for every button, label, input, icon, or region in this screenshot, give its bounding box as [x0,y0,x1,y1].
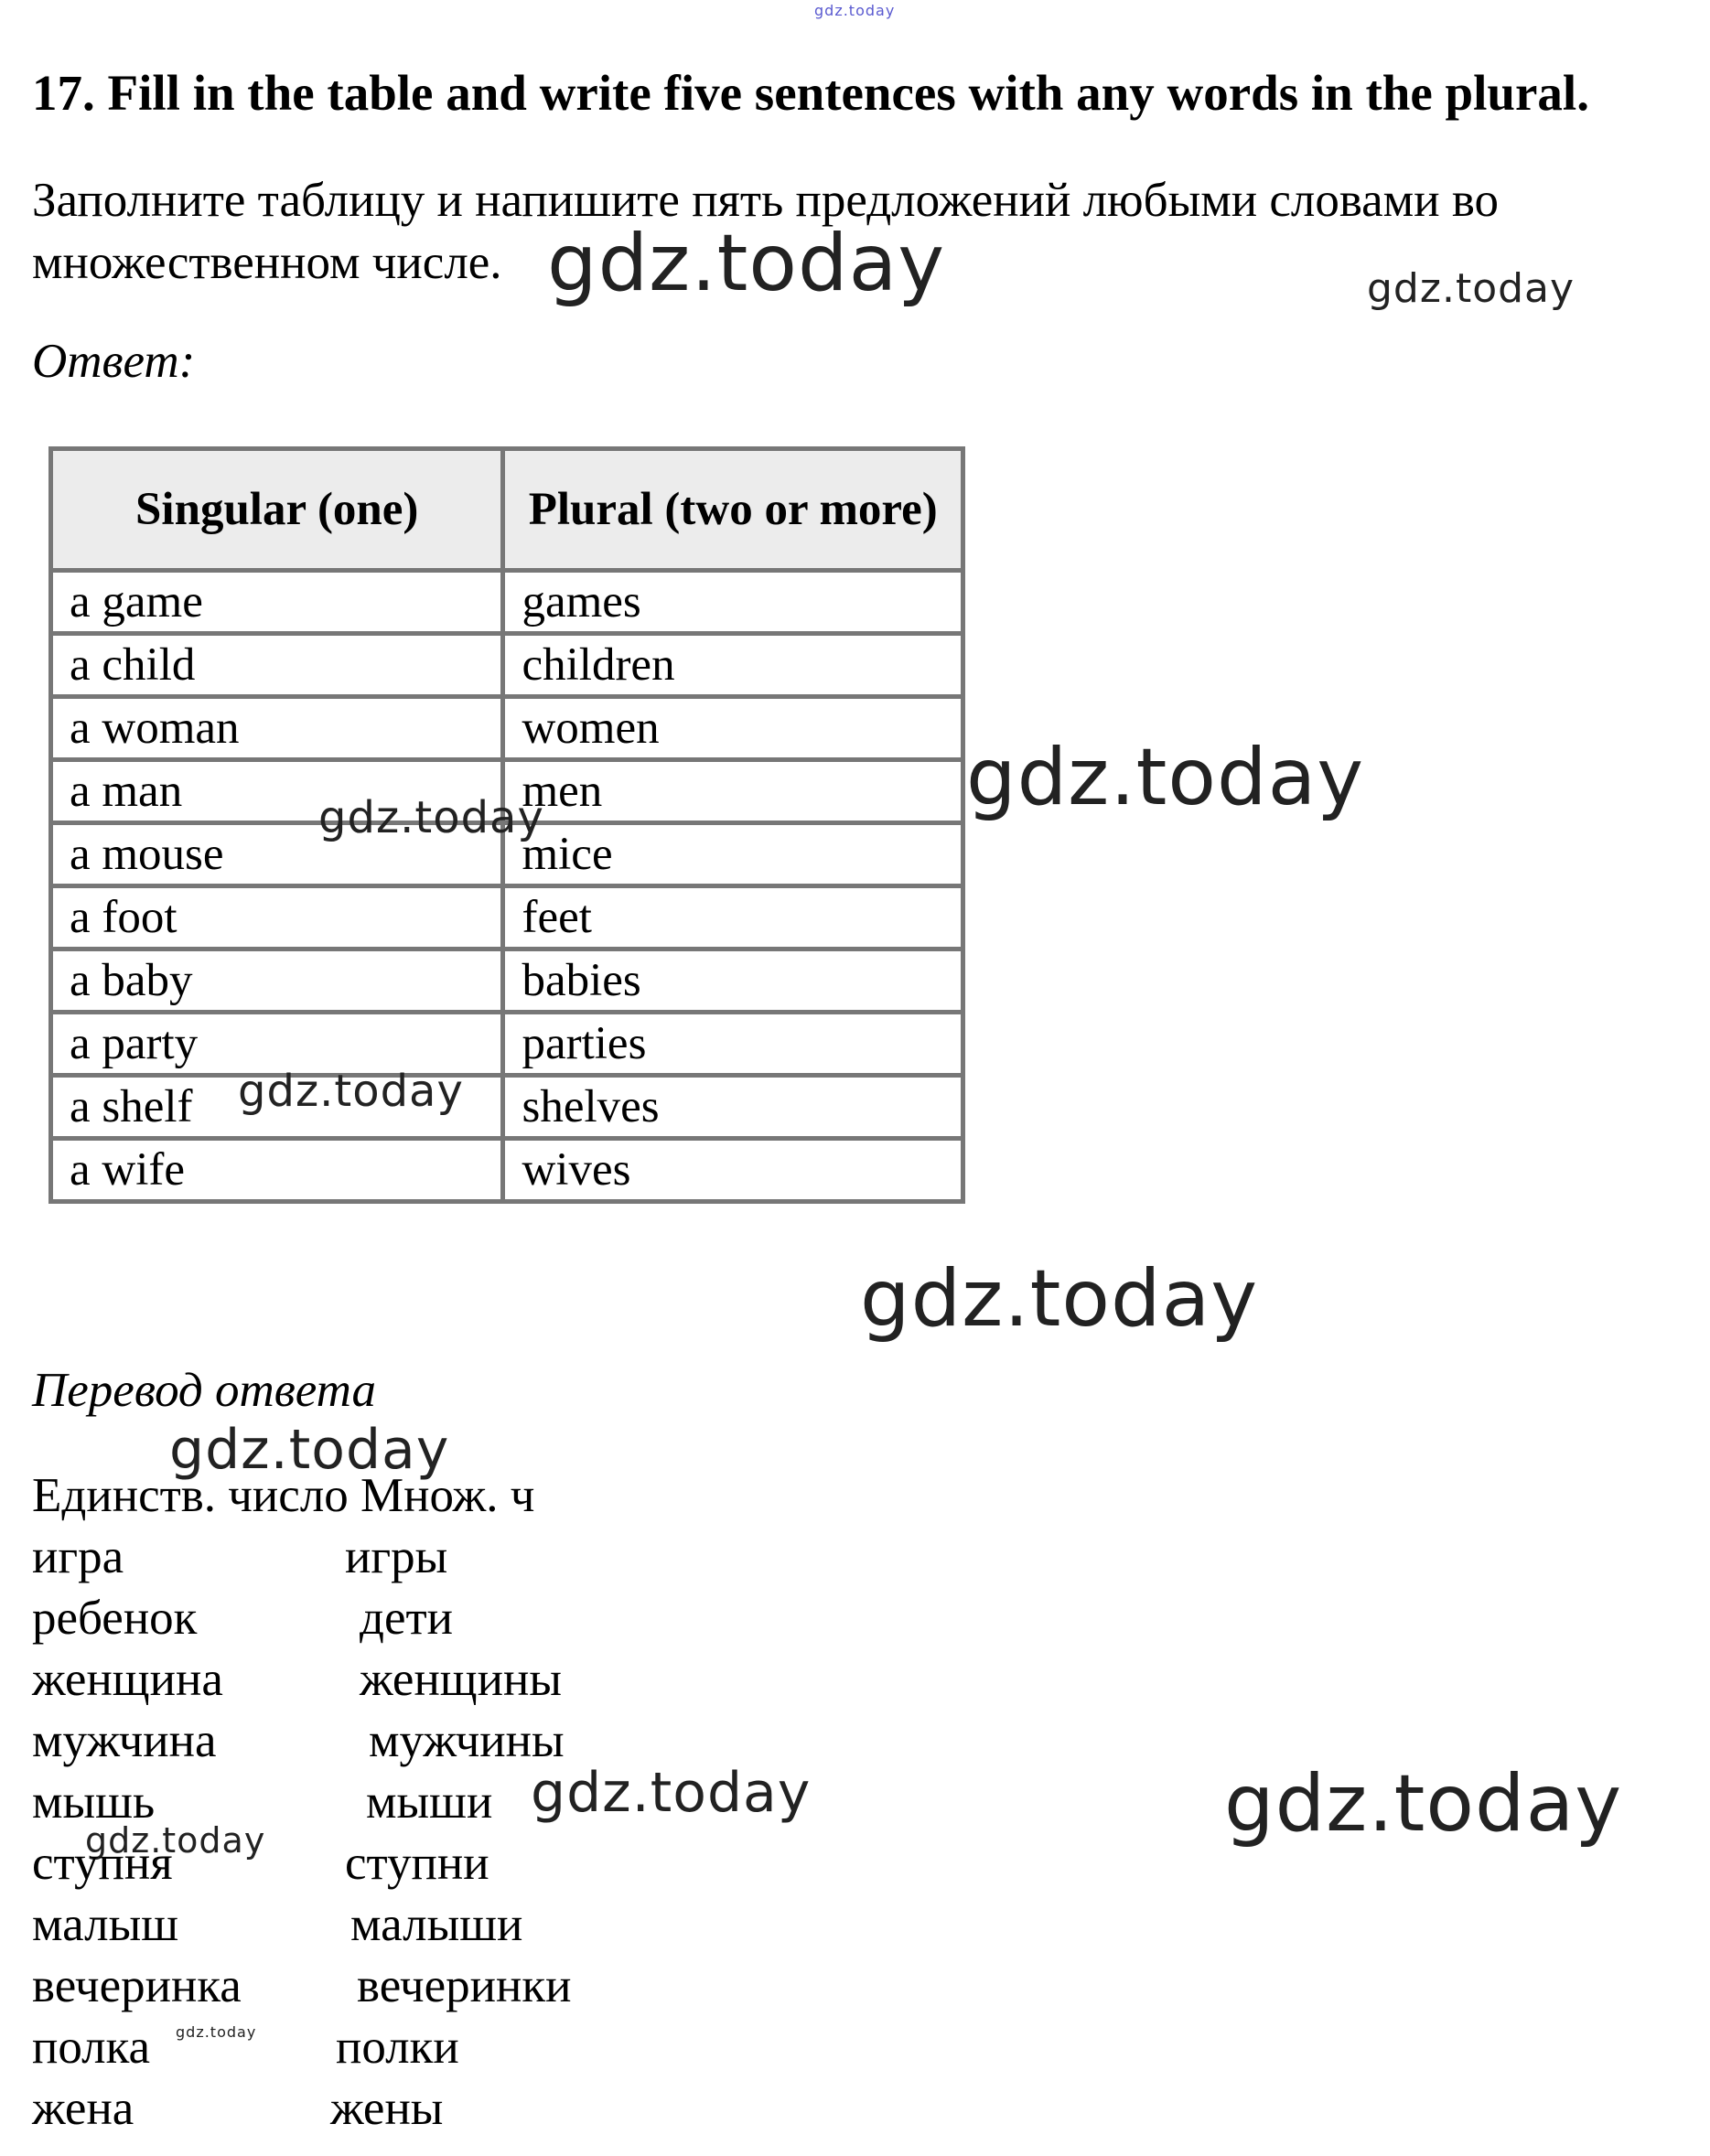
watermark: gdz.today [318,792,544,843]
singular-cell: a child [51,634,503,697]
translation-singular: жена [32,2082,134,2135]
translation-plural: ступни [345,1837,489,1890]
watermark: gdz.today [860,1253,1259,1345]
singular-cell: a woman [51,697,503,760]
translation-plural: игры [345,1530,448,1583]
watermark: gdz.today [238,1066,464,1117]
table-row [51,634,963,697]
watermark: gdz.today [1224,1758,1623,1850]
translation-header: Единств. число Множ. ч [32,1469,535,1522]
singular-cell: a mouse [51,823,503,886]
translation-singular: вечеринка [32,1959,242,2012]
table-header-row [51,449,963,571]
translation-plural: жены [330,2082,444,2135]
singular-cell: a man [51,760,503,823]
translation-plural: дети [360,1592,454,1645]
translation-label: Перевод ответа [32,1364,377,1417]
translation-plural: малыши [350,1898,523,1951]
translation-plural: вечеринки [357,1959,572,2012]
watermark: gdz.today [966,732,1365,823]
table-row [51,886,963,949]
watermark: gdz.today [547,218,946,309]
plural-cell: babies [503,949,963,1013]
singular-cell: a game [51,571,503,634]
exercise-title: 17. Fill in the table and write five sentences with any words in the plural. [32,65,1589,121]
watermark: gdz.today [85,1820,266,1861]
translation-plural: мужчины [369,1714,565,1767]
plural-cell: mice [503,823,963,886]
watermark: gdz.today [531,1761,812,1825]
table-row [51,1013,963,1076]
translation-plural: полки [336,2021,459,2074]
singular-cell: a foot [51,886,503,949]
watermark: gdz.today [169,1418,450,1482]
watermark: gdz.today [814,2,896,19]
plural-cell: feet [503,886,963,949]
translation-singular: игра [32,1530,124,1583]
singular-cell: a shelf [51,1076,503,1139]
translation-plural: мыши [366,1775,493,1829]
table-row [51,949,963,1013]
plural-cell: children [503,634,963,697]
column-header-singular: Singular (one) [51,449,503,571]
translation-singular: ребенок [32,1592,198,1645]
watermark: gdz.today [176,2023,257,2041]
singular-cell: a baby [51,949,503,1013]
exercise-instruction: Заполните таблицу и напишите пять предложений любыми словами во множественном числе. [32,174,1499,289]
plural-cell: wives [503,1139,963,1202]
translation-plural: женщины [360,1653,562,1706]
singular-cell: a wife [51,1139,503,1202]
answer-label: Ответ: [32,335,196,388]
table-row [51,697,963,760]
translation-singular: женщина [32,1653,223,1706]
plural-cell: women [503,697,963,760]
translation-singular: ступня [32,1837,173,1890]
table-row [51,1139,963,1202]
translation-singular: мужчина [32,1714,217,1767]
column-header-plural: Plural (two or more) [503,449,963,571]
plural-cell: shelves [503,1076,963,1139]
translation-singular: малыш [32,1898,179,1951]
table-row [51,571,963,634]
plural-cell: men [503,760,963,823]
plural-cell: parties [503,1013,963,1076]
watermark: gdz.today [1367,265,1576,312]
translation-singular: полка [32,2021,151,2074]
plural-cell: games [503,571,963,634]
table-row [51,1076,963,1139]
singular-cell: a party [51,1013,503,1076]
translation-singular: мышь [32,1775,156,1829]
